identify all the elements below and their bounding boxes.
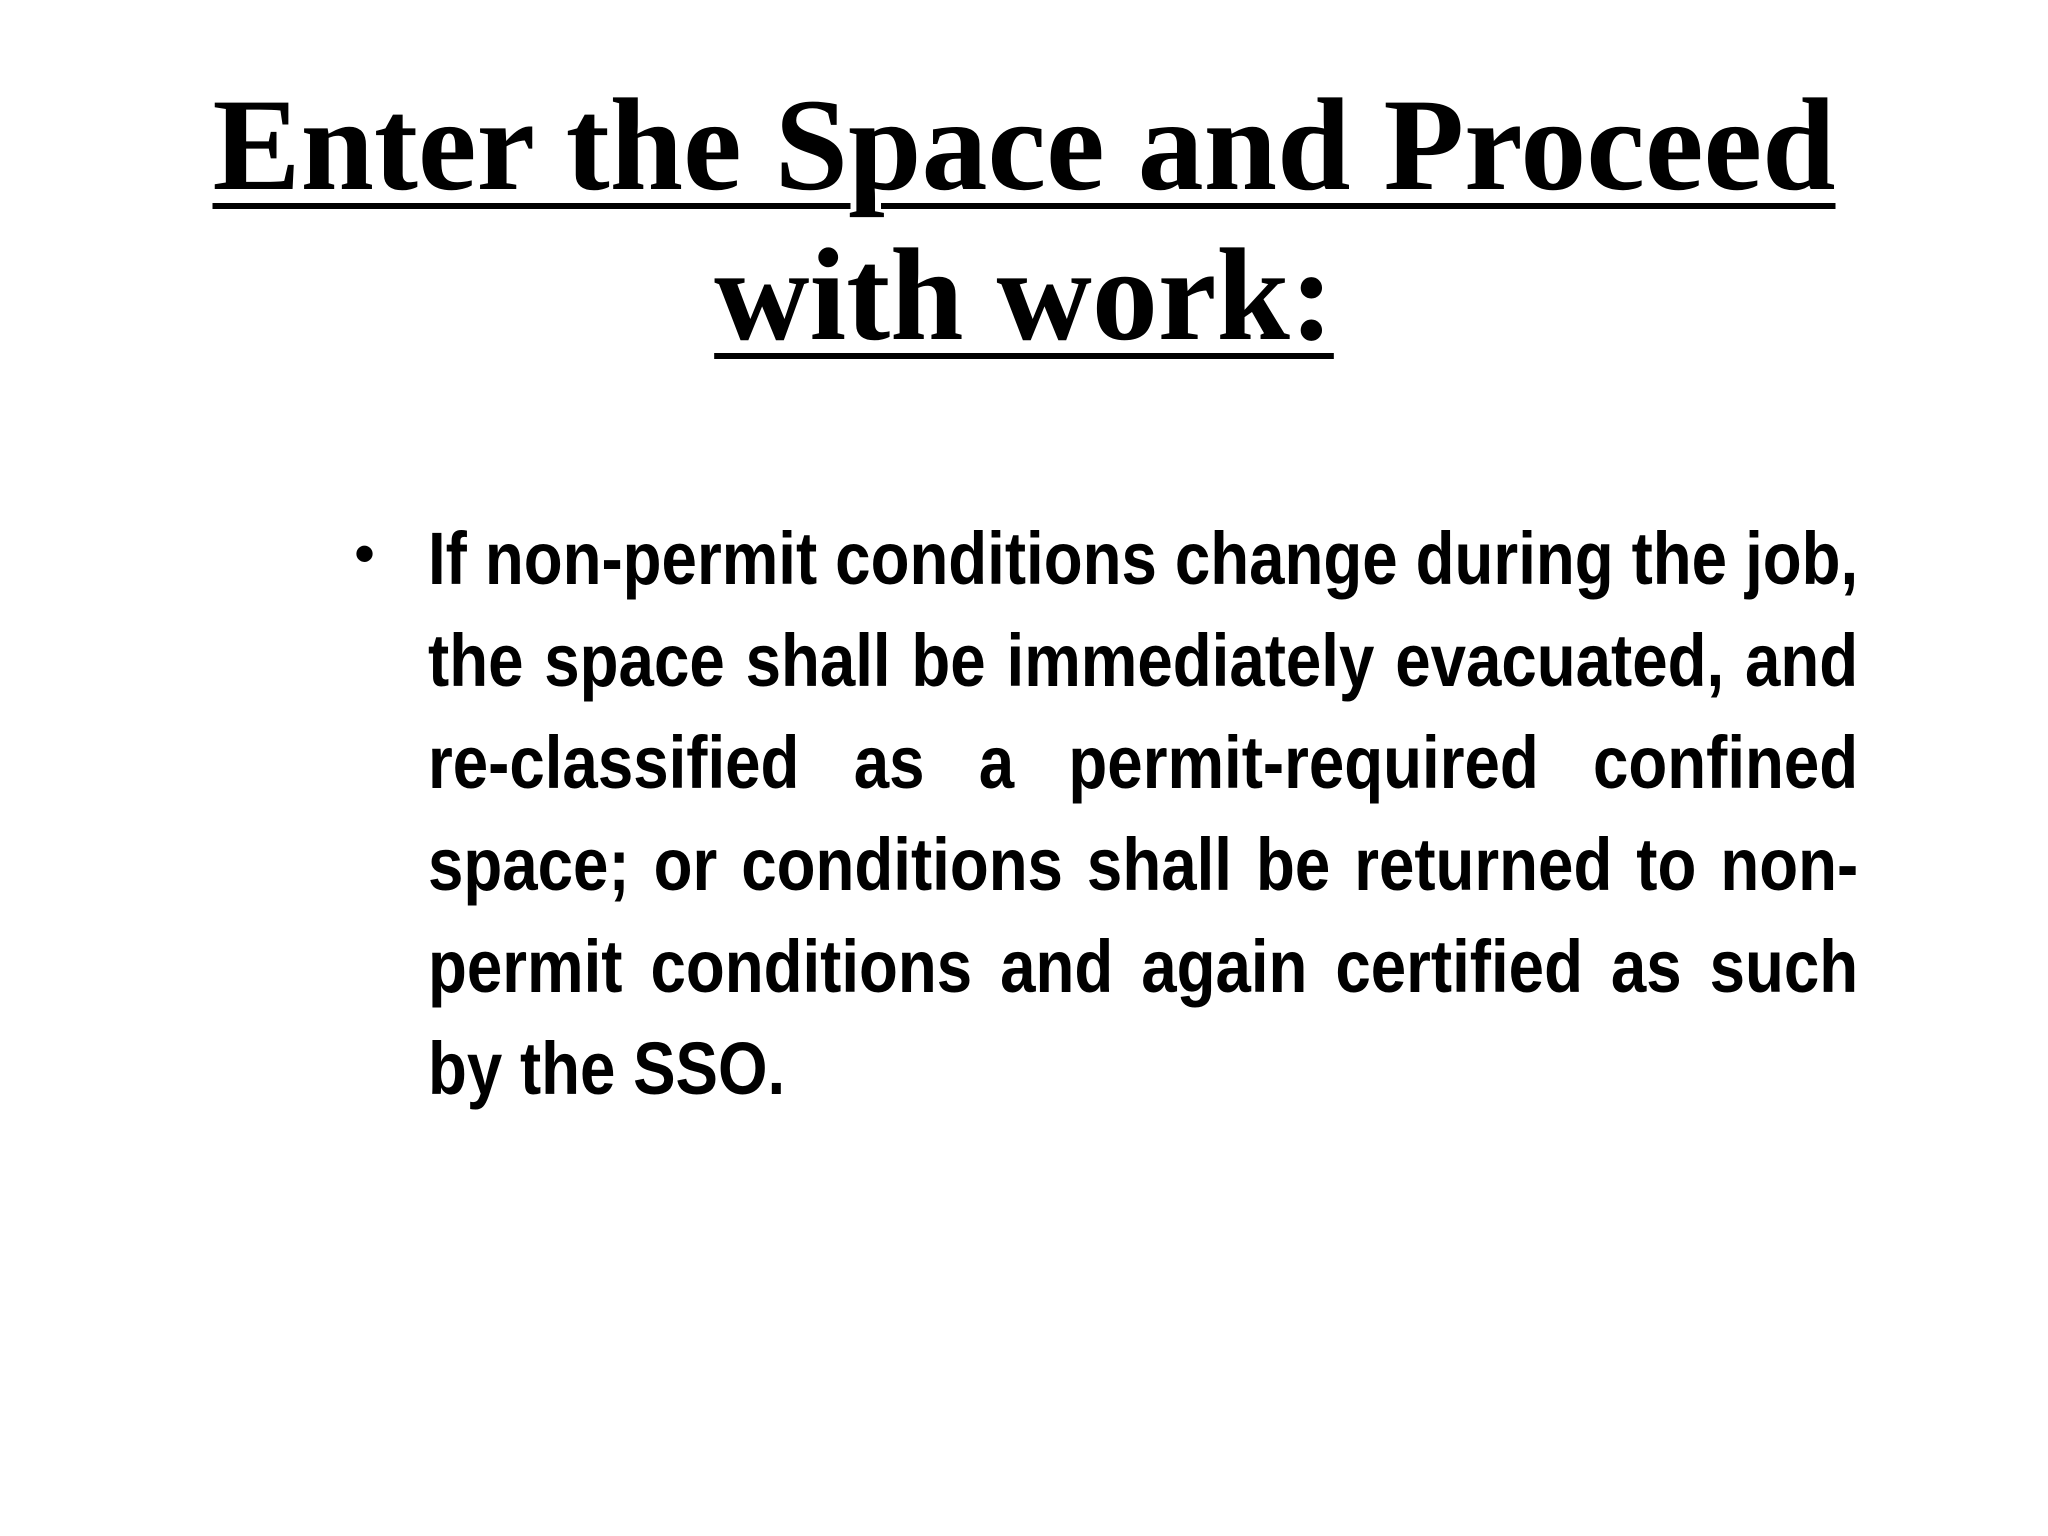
- bullet-list: [428, 508, 1858, 1120]
- slide-title-line-2: with work:: [714, 221, 1334, 368]
- bullet-item-1: If non-permit conditions change during the job, the space shall be immediately evacuated, and re-classified as a permit-required confined space; or conditions shall be returned to non-permit conditions and again certified as such by the SSO.: [428, 517, 1859, 1110]
- slide-title: [0, 70, 2048, 370]
- slide-title-line-1: Enter the Space and Proceed: [212, 71, 1836, 218]
- bullet-marker: •: [354, 520, 376, 587]
